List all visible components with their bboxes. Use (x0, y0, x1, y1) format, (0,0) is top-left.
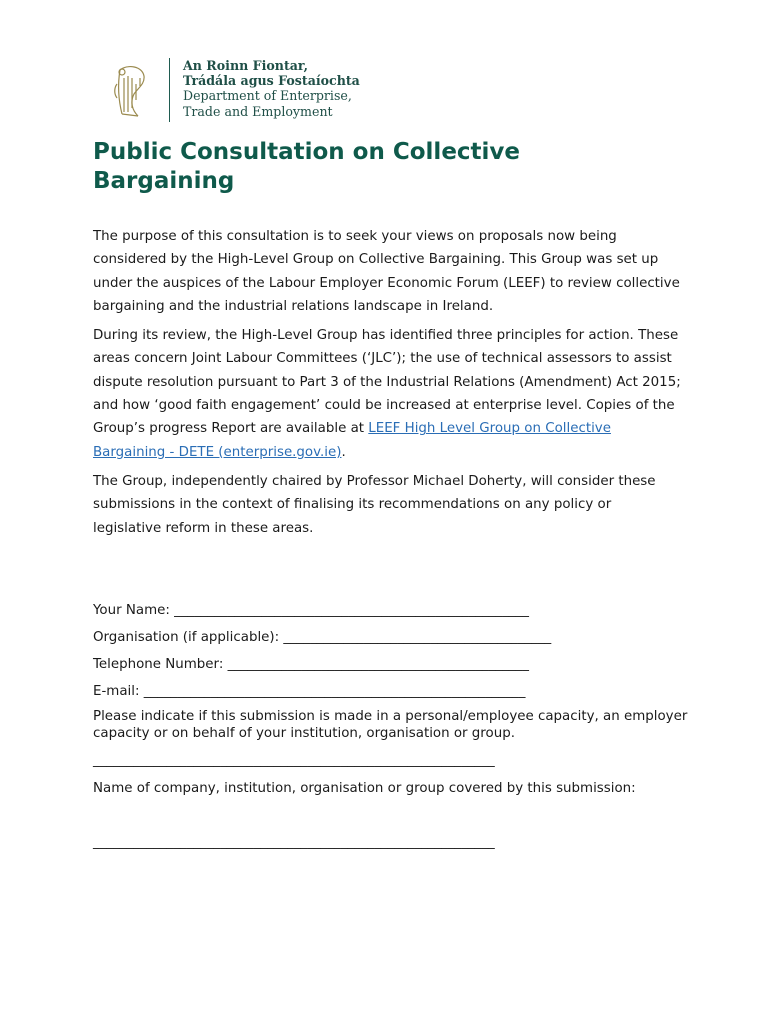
group-paragraph: The Group, independently chaired by Professor Michael Doherty, will consider these submissions in the context of finalising its recommendations on any policy or legislative reform in these areas. (93, 473, 656, 536)
logo-text (183, 58, 360, 119)
logo-line-english-1: Department of Enterprise, (183, 88, 352, 104)
name-field[interactable]: _____________________________________________________ (174, 603, 529, 618)
name-row (93, 600, 693, 627)
organisation-label: Organisation (if applicable): (93, 630, 284, 645)
logo-divider (169, 58, 170, 122)
organisation-row (93, 627, 693, 654)
telephone-row (93, 654, 693, 681)
name-label: Your Name: (93, 603, 175, 618)
telephone-label: Telephone Number: (93, 657, 228, 672)
email-field[interactable]: _________________________________________________________ (143, 684, 526, 699)
submission-form (93, 600, 693, 852)
email-label: E-mail: (93, 684, 144, 699)
leef-report-link[interactable]: LEEF High Level Group on Collective Bargaining - DETE (enterprise.gov.ie) (93, 421, 611, 460)
organisation-field[interactable]: ________________________________________ (283, 630, 552, 645)
review-paragraph-text: During its review, the High-Level Group has identified three principles for action. These areas concern Joint Labour Committees (‘JLC’); the use of technical assessors to assist dispute resolution pursuant to Part 3 of the Industrial Relations (Amendment) Act 2015; and how ‘good faith engagement’ could be increased at enterprise level. Copies of the Group’s progress Report are available at (93, 328, 681, 437)
telephone-field[interactable]: _____________________________________________ (227, 657, 529, 672)
intro-paragraph: The purpose of this consultation is to seek your views on proposals now being considered by the High-Level Group on Collective Bargaining. This Group was set up under the auspices of the Labour Employer Economic Forum (LEEF) to review collective bargaining and the industrial relations landscape in Ireland. (93, 229, 680, 314)
email-row (93, 681, 693, 708)
harp-emblem-icon (114, 64, 148, 120)
page-title: Public Consultation on Collective Bargaining (93, 139, 521, 194)
review-paragraph-end: . (341, 444, 346, 460)
company-question: Name of company, institution, organisation or group covered by this submission: (93, 781, 636, 796)
document-body (93, 225, 683, 546)
department-logo (114, 58, 374, 124)
capacity-question: Please indicate if this submission is made in a personal/employee capacity, an employer capacity or on behalf of your institution, organisation or group. (93, 709, 688, 741)
review-paragraph (93, 324, 683, 464)
capacity-field[interactable]: ____________________________________________________________ (93, 753, 495, 768)
company-field[interactable]: ____________________________________________________________ (93, 835, 495, 850)
logo-line-irish-2: Trádála agus Fostaíochta (183, 73, 360, 89)
logo-line-english-2: Trade and Employment (183, 103, 333, 119)
logo-line-irish-1: An Roinn Fiontar, (183, 58, 309, 73)
